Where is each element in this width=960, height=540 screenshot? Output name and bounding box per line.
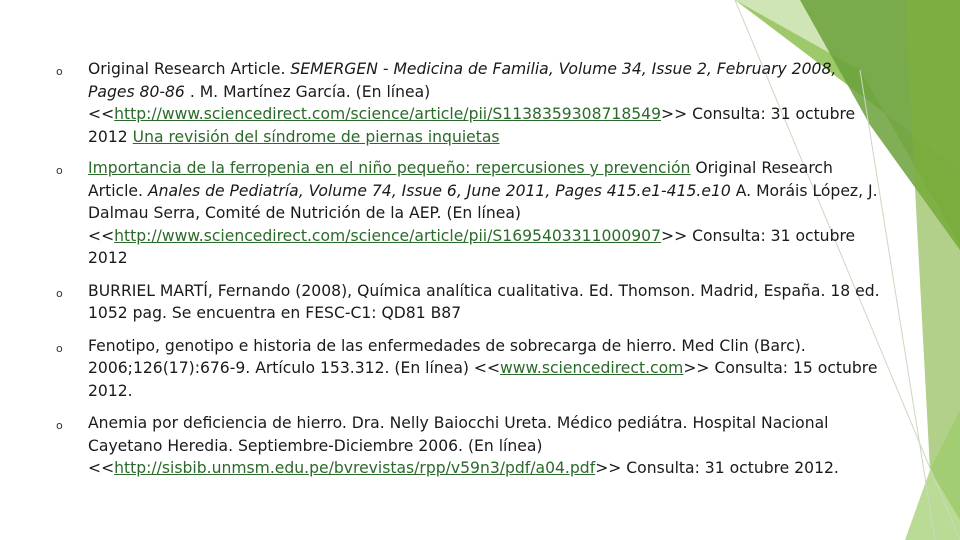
ref1-type: Original Research Article. <box>88 60 291 78</box>
circle-bullet-icon: o <box>56 341 63 355</box>
reference-item-5 <box>52 412 882 480</box>
circle-bullet-icon: o <box>56 65 63 78</box>
ref2-type: Original Research Article. <box>88 159 833 200</box>
reference-list <box>52 58 882 480</box>
circle-bullet-icon: o <box>56 164 63 177</box>
ref1-consulta: >> Consulta: 31 octubre 2012 <box>88 105 856 146</box>
ref5-text: Anemia por deficiencia de hierro. Dra. Nelly Baiocchi Ureta. Médico pediátra. Hospital Nacional Cayetano Heredia. Septiembre-Diciembre 2006. (En línea) << <box>88 414 829 477</box>
reference-item-3 <box>52 280 882 325</box>
ref2-url-link[interactable]: http://www.sciencedirect.com/science/article/pii/S1695403311000907 <box>114 226 662 245</box>
reference-item-4 <box>52 335 882 403</box>
ref2-consulta: >> Consulta: 31 octubre 2012 <box>88 226 856 267</box>
reference-item-1 <box>52 58 882 148</box>
circle-bullet-icon: o <box>56 286 63 300</box>
ref5-url-link[interactable]: http://sisbib.unmsm.edu.pe/bvrevistas/rpp/v59n3/pdf/a04.pdf <box>114 459 596 477</box>
ref2-journal: Anales de Pediatría, Volume 74, Issue 6, June 2011, Pages 415.e1-415.e10 <box>147 181 731 200</box>
ref3-text: BURRIEL MARTÍ, Fernando (2008), Química analítica cualitativa. Ed. Thomson. Madrid, España. 18 ed. 1052 pag. Se encuentra en FESC-C1: QD81 B87 <box>88 281 880 322</box>
ref2-title-link[interactable]: Importancia de la ferropenia en el niño pequeño: repercusiones y prevención <box>88 159 691 177</box>
ref1-journal: SEMERGEN - Medicina de Familia, Volume 34, Issue 2, February 2008, Pages 80-86 <box>88 60 837 101</box>
ref4-text: Fenotipo, genotipo e historia de las enfermedades de sobrecarga de hierro. Med Clin (Barc). 2006;126(17):676-9. Artículo 153.312. (En línea) << <box>88 336 806 377</box>
ref1-url-link[interactable]: http://www.sciencedirect.com/science/article/pii/S1138359308718549 <box>114 105 662 123</box>
ref4-url-link[interactable]: www.sciencedirect.com <box>500 359 684 377</box>
ref1-author: . M. Martínez García. (En línea) << <box>88 82 431 123</box>
reference-item-2 <box>52 157 882 270</box>
ref5-consulta: >> Consulta: 31 octubre 2012. <box>595 459 839 477</box>
ref2-authors: A. Moráis López, J. Dalmau Serra, Comité de Nutrición de la AEP. (En línea) << <box>88 181 878 245</box>
ref4-consulta: >> Consulta: 15 octubre 2012. <box>88 359 878 400</box>
ref1-title-link[interactable]: Una revisión del síndrome de piernas inquietas <box>132 127 500 146</box>
circle-bullet-icon: o <box>56 419 63 432</box>
